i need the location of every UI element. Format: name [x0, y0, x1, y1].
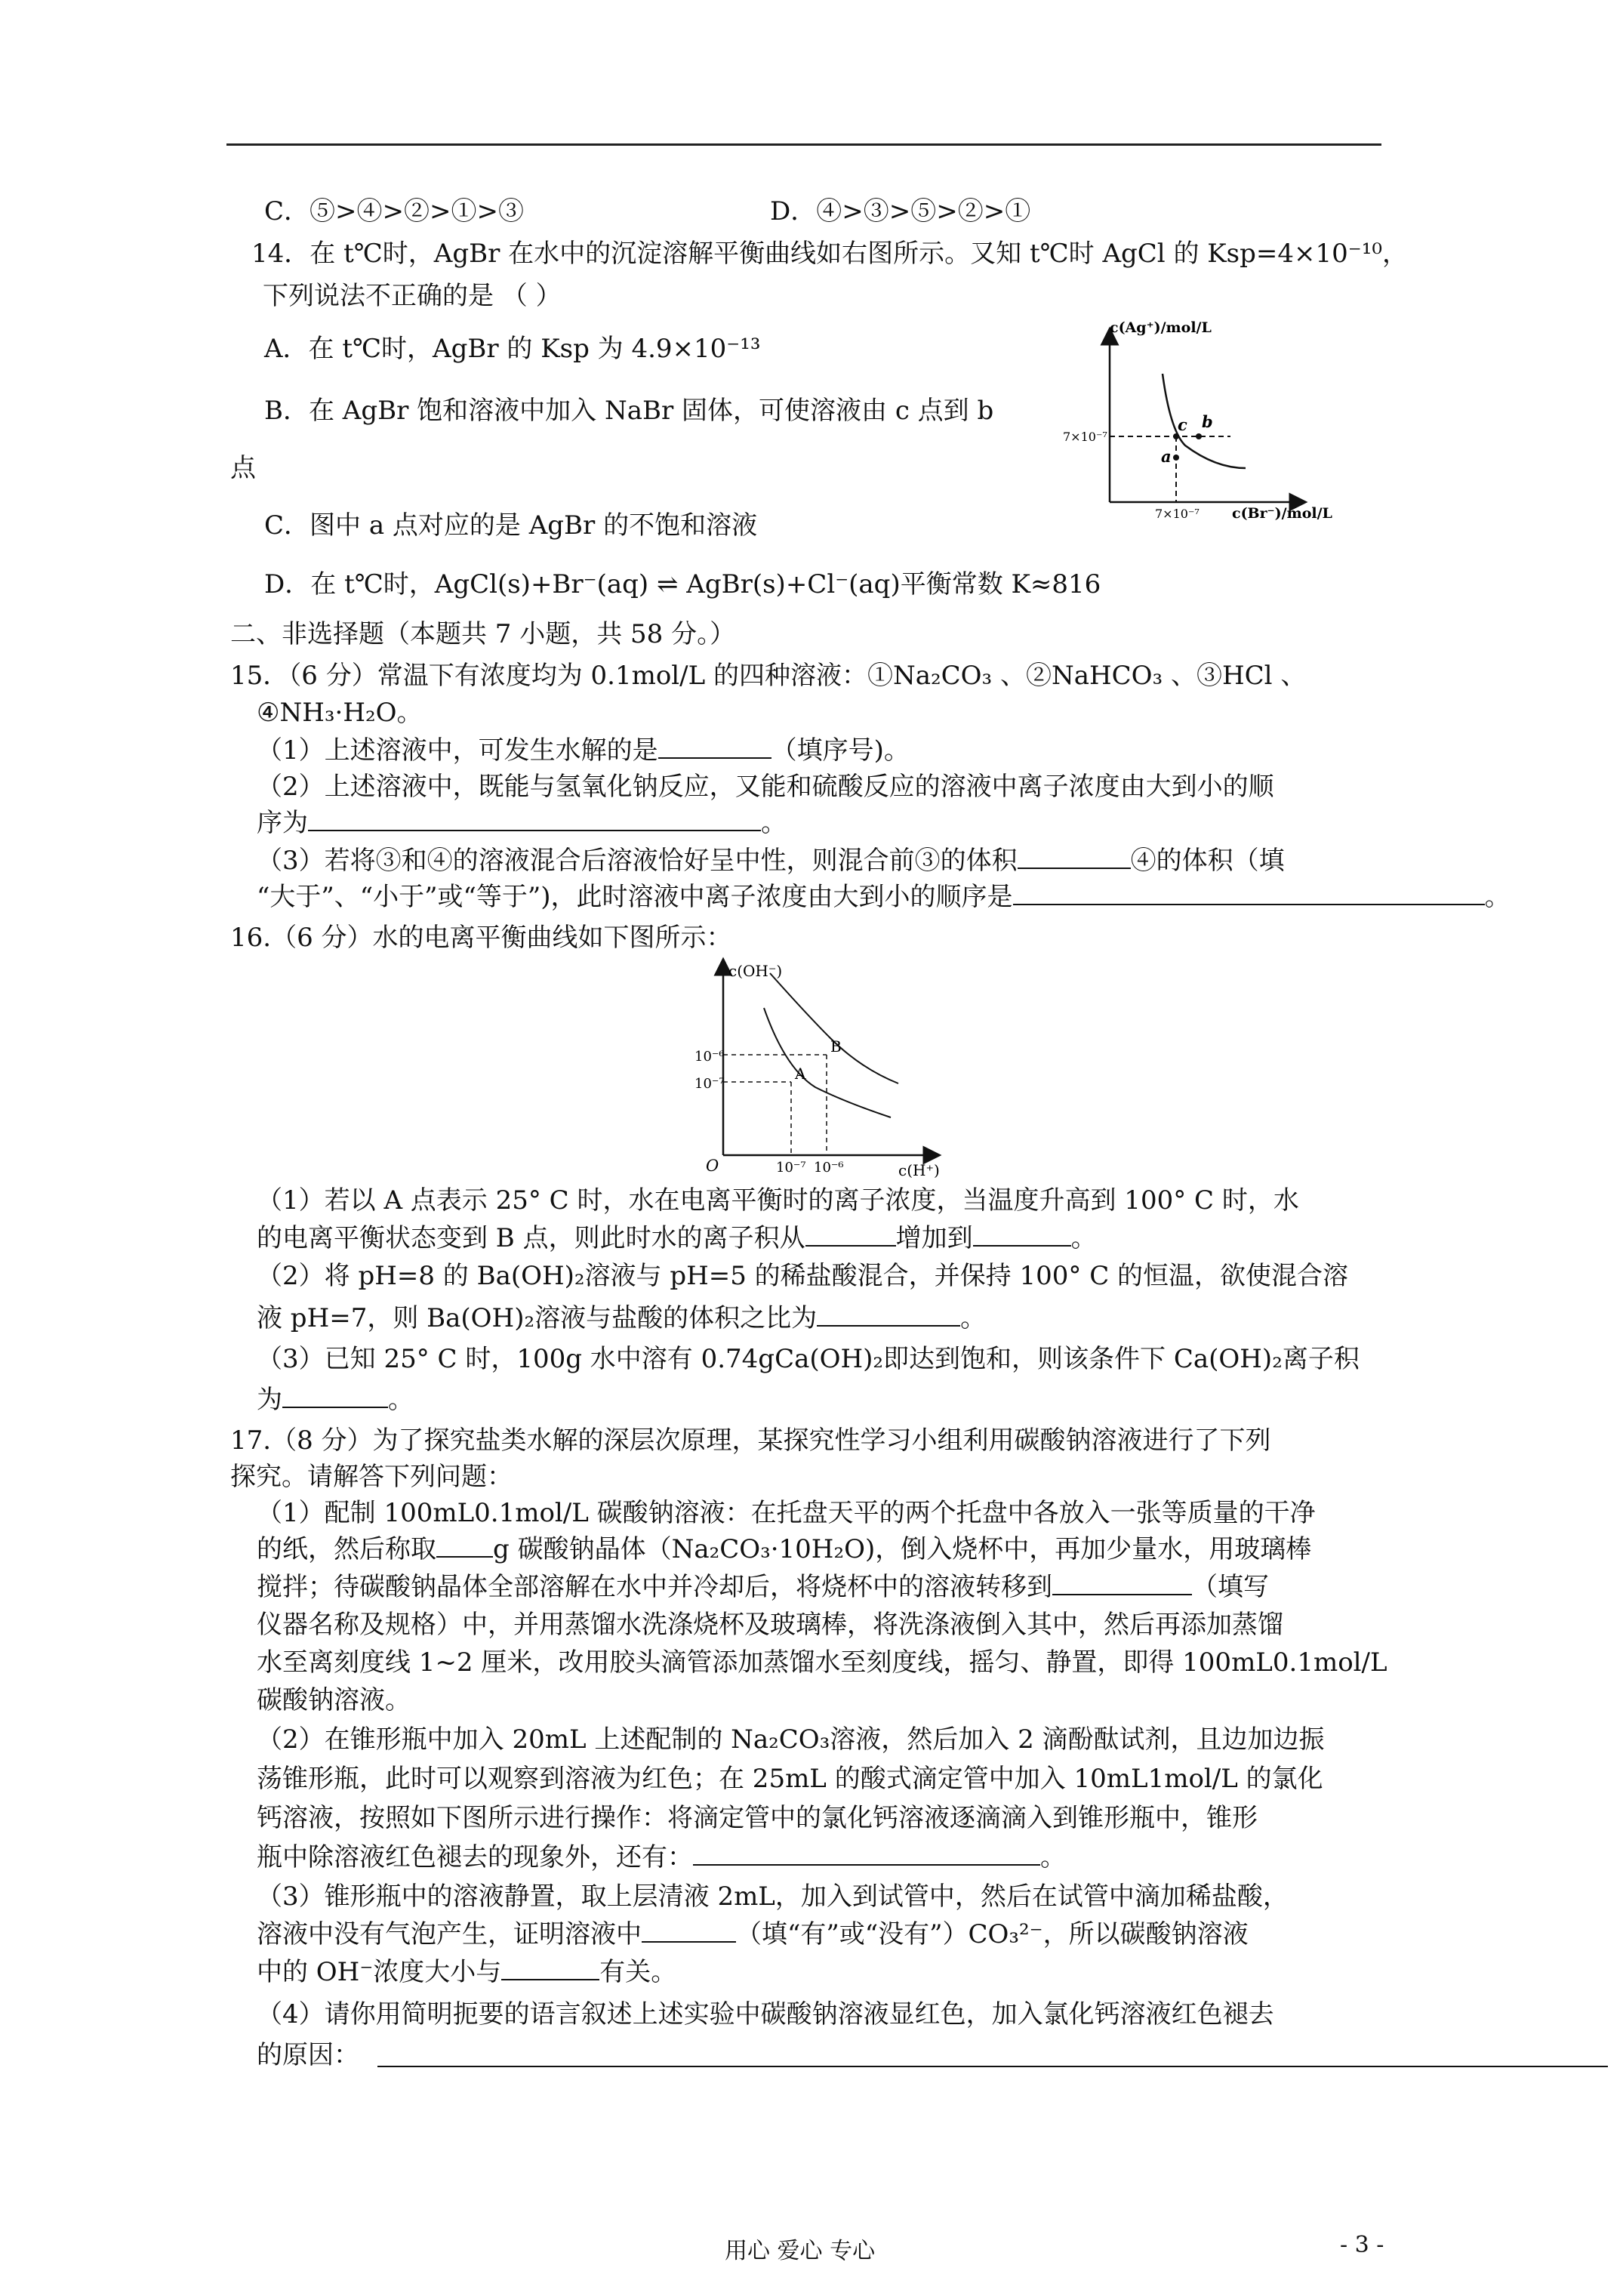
q14-option-b: B．在 AgBr 饱和溶液中加入 NaBr 固体，可使溶液由 c 点到 b — [264, 396, 994, 426]
q16-part1: （1）若以 A 点表示 25° C 时，水在电离平衡时的离子浓度，当温度升高到 100° C 时，水 — [257, 1185, 1299, 1216]
y-tick-lower: 10⁻⁷ — [694, 1076, 725, 1092]
q17-part2-cont2: 钙溶液，按照如下图所示进行操作：将滴定管中的氯化钙溶液逐滴滴入到锥形瓶中，锥形 — [257, 1803, 1258, 1833]
x-axis-label: c(Br⁻)/mol/L — [1232, 505, 1332, 522]
q16-stem: 16.（6 分）水的电离平衡曲线如下图所示： — [230, 923, 732, 953]
y-axis-label: c(OH⁻) — [728, 962, 783, 980]
q17-part3-cont2: 中的 OH⁻浓度大小与 有关。 — [257, 1957, 677, 1987]
q17-part1-cont5: 碳酸钠溶液。 — [257, 1685, 411, 1715]
point-b-marker — [1196, 433, 1202, 439]
q17-part1-cont4: 水至离刻度线 1~2 厘米，改用胶头滴管添加蒸馏水至刻度线，摇匀、静置，即得 100mL0.1mol/L — [257, 1647, 1387, 1678]
q17-part3-cont: 溶液中没有气泡产生，证明溶液中 （填“有”或“没有”）CO₃²⁻，所以碳酸钠溶液 — [257, 1919, 1249, 1949]
q16-water-ionization-figure — [694, 955, 951, 1182]
curve-100c — [770, 973, 898, 1083]
q16-part2: （2）将 pH=8 的 Ba(OH)₂溶液与 pH=5 的稀盐酸混合，并保持 100° C 的恒温，欲使混合溶 — [257, 1261, 1349, 1291]
answer-blank[interactable] — [308, 807, 761, 831]
answer-blank[interactable] — [377, 2043, 1608, 2067]
q17-part2-cont: 荡锥形瓶，此时可以观察到溶液为红色；在 25mL 的酸式滴定管中加入 10mL1mol/L 的氯化 — [257, 1764, 1323, 1794]
q15-stem-cont: ④NH₃·H₂O。 — [257, 698, 423, 728]
q16-part2-cont: 液 pH=7，则 Ba(OH)₂溶液与盐酸的体积之比为 。 — [257, 1303, 987, 1333]
q13-option-d: D．④>③>⑤>②>① — [770, 196, 1031, 227]
origin-label: O — [706, 1157, 719, 1175]
q14-option-d: D．在 t℃时，AgCl(s)+Br⁻(aq) ⇌ AgBr(s)+Cl⁻(aq)平衡常数 K≈816 — [264, 569, 1101, 599]
answer-blank[interactable] — [501, 1956, 599, 1980]
answer-blank[interactable] — [1013, 881, 1485, 905]
answer-blank[interactable] — [973, 1222, 1071, 1247]
q14-option-a: A．在 t℃时，AgBr 的 Ksp 为 4.9×10⁻¹³ — [264, 334, 761, 364]
q14-stem-cont: 下列说法不正确的是 （ ） — [263, 281, 562, 311]
footer-motto: 用心 爱心 专心 — [725, 2238, 876, 2264]
answer-blank[interactable] — [693, 1841, 1040, 1866]
x-tick-label: 7×10⁻⁷ — [1155, 507, 1200, 521]
q15-stem: 15．（6 分）常温下有浓度均为 0.1mol/L 的四种溶液：①Na₂CO₃ 、②NaHCO₃ 、③HCl 、 — [230, 661, 1307, 691]
point-a-label: a — [1161, 447, 1172, 466]
q17-part2-cont3: 瓶中除溶液红色褪去的现象外，还有： 。 — [257, 1842, 1066, 1872]
q17-part1-cont: 的纸，然后称取 g 碳酸钠晶体（Na₂CO₃·10H₂O)，倒入烧杯中，再加少量水，用玻璃棒 — [257, 1534, 1312, 1564]
q14-solubility-figure — [1057, 317, 1359, 529]
q15-part3: （3）若将③和④的溶液混合后溶液恰好呈中性，则混合前③的体积 ④的体积（填 — [257, 846, 1285, 876]
x-tick-right: 10⁻⁶ — [814, 1160, 844, 1176]
point-a-marker — [1173, 455, 1179, 461]
q15-part3-cont: “大于”、“小于”或“等于”)，此时溶液中离子浓度由大到小的顺序是 。 — [257, 882, 1511, 912]
header-rule — [226, 143, 1381, 146]
section-heading: 二、非选择题（本题共 7 小题，共 58 分。） — [230, 619, 736, 649]
q15-part1: （1）上述溶液中，可发生水解的是 （填序号)。 — [257, 735, 910, 766]
x-tick-left: 10⁻⁷ — [776, 1160, 806, 1176]
q14-stem: 14．在 t℃时，AgBr 在水中的沉淀溶解平衡曲线如右图所示。又知 t℃时 AgCl 的 Ksp=4×10⁻¹⁰， — [251, 239, 1408, 269]
q16-part3: （3）已知 25° C 时，100g 水中溶有 0.74gCa(OH)₂即达到饱和，则该条件下 Ca(OH)₂离子积 — [257, 1344, 1360, 1374]
q15-part2: （2）上述溶液中，既能与氢氧化钠反应，又能和硫酸反应的溶液中离子浓度由大到小的顺 — [257, 772, 1274, 802]
x-axis-label: c(H⁺) — [898, 1161, 940, 1179]
answer-blank[interactable] — [436, 1533, 493, 1558]
q13-option-c: C．⑤>④>②>①>③ — [264, 196, 524, 227]
q17-part3: （3）锥形瓶中的溶液静置，取上层清液 2mL，加入到试管中，然后在试管中滴加稀盐酸， — [257, 1881, 1289, 1912]
q17-part1: （1）配制 100mL0.1mol/L 碳酸钠溶液：在托盘天平的两个托盘中各放入一张等质量的干净 — [257, 1498, 1316, 1528]
page-number: - 3 - — [1340, 2232, 1384, 2258]
answer-blank[interactable] — [817, 1302, 960, 1327]
answer-blank[interactable] — [1018, 845, 1131, 869]
q17-stem: 17.（8 分）为了探究盐类水解的深层次原理，某探究性学习小组利用碳酸钠溶液进行了下列 — [230, 1425, 1271, 1456]
q17-part4: （4）请你用简明扼要的语言叙述上述实验中碳酸钠溶液显红色，加入氯化钙溶液红色褪去 — [257, 1999, 1274, 2029]
q17-part1-cont3: 仪器名称及规格）中，并用蒸馏水洗涤烧杯及玻璃棒，将洗涤液倒入其中，然后再添加蒸馏 — [257, 1610, 1283, 1640]
y-axis-label: c(Ag⁺)/mol/L — [1110, 319, 1212, 336]
q16-part3-cont: 为 。 — [257, 1385, 414, 1415]
answer-blank[interactable] — [1052, 1571, 1192, 1595]
q17-part1-cont2: 搅拌；待碳酸钠晶体全部溶解在水中并冷却后，将烧杯中的溶液转移到 （填写 — [257, 1572, 1269, 1602]
answer-blank[interactable] — [658, 735, 771, 759]
answer-blank[interactable] — [282, 1384, 388, 1408]
y-tick-upper: 10⁻⁶ — [694, 1049, 725, 1065]
answer-blank[interactable] — [642, 1918, 736, 1943]
curve-25c — [764, 1008, 891, 1117]
q14-option-b-cont: 点 — [230, 453, 256, 483]
point-b-label: b — [1202, 412, 1213, 431]
q17-part4-cont: 的原因： — [257, 2040, 359, 2070]
point-B-label: B — [830, 1037, 842, 1056]
point-c-marker — [1173, 433, 1179, 439]
point-A-label: A — [795, 1065, 806, 1083]
q15-part2-cont: 序为 。 — [257, 808, 787, 838]
y-tick-label: 7×10⁻⁷ — [1063, 430, 1107, 444]
point-c-label: c — [1178, 415, 1187, 434]
q17-stem-cont: 探究。请解答下列问题： — [230, 1462, 513, 1492]
q16-part1-cont: 的电离平衡状态变到 B 点，则此时水的离子积从 增加到 。 — [257, 1223, 1097, 1253]
q14-option-c: C．图中 a 点对应的是 AgBr 的不饱和溶液 — [264, 510, 758, 541]
answer-blank[interactable] — [805, 1222, 896, 1247]
q17-part2: （2）在锥形瓶中加入 20mL 上述配制的 Na₂CO₃溶液，然后加入 2 滴酚酞试剂，且边加边振 — [257, 1724, 1325, 1755]
